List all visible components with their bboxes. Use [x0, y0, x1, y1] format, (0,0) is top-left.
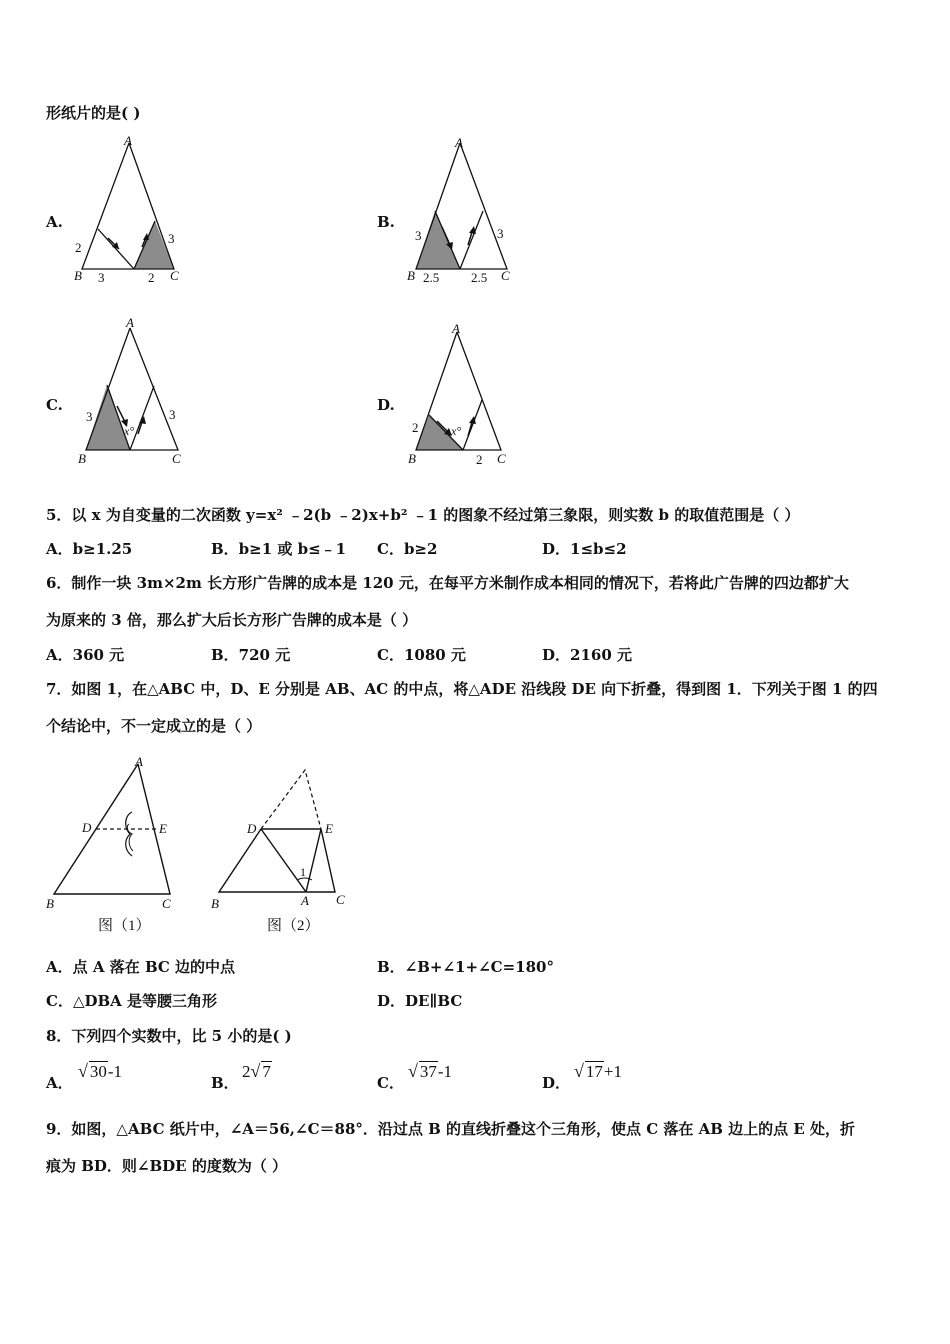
q4-option-c-letter[interactable]: C.	[46, 396, 63, 414]
vertex-b: B	[407, 268, 415, 283]
fold-line-right	[460, 211, 483, 269]
q6-stem-line2: 为原来的 3 倍，那么扩大后长方形广告牌的成本是（ ）	[46, 611, 418, 629]
q5-option-a[interactable]: A．b≥1.25	[46, 540, 133, 558]
q5-option-b[interactable]: B．b≥1 或 b≤﹣1	[211, 540, 347, 558]
q4-option-c-figure	[72, 316, 212, 466]
vertex-b: B	[74, 268, 82, 283]
vertex-d: D	[82, 820, 92, 835]
vertex-a: A	[452, 321, 460, 336]
q4-option-b-letter[interactable]: B.	[377, 213, 395, 231]
angle-label: x°	[124, 424, 135, 438]
q4-option-a-letter[interactable]: A.	[46, 213, 63, 231]
vertex-c: C	[162, 896, 171, 911]
angle-label: x°	[451, 424, 462, 438]
q7-option-d[interactable]: D．DE∥BC	[377, 992, 463, 1010]
q8-option-c-letter[interactable]: C．	[377, 1074, 404, 1092]
sqrt-icon: √	[574, 1061, 584, 1081]
side-label-1: 2	[75, 240, 82, 255]
side-label-3: 2	[148, 270, 155, 285]
radicand: 7	[262, 1062, 271, 1081]
vertex-e: E	[325, 821, 333, 836]
q7-figure-1	[40, 752, 200, 942]
vertex-b: B	[46, 896, 54, 911]
side-label-1: 3	[86, 409, 93, 424]
q6-option-a[interactable]: A．360 元	[46, 646, 125, 664]
q4-stem-tail: 形纸片的是( )	[46, 104, 141, 122]
side-label-2: 2.5	[423, 270, 440, 285]
vertex-c: C	[170, 268, 179, 283]
vertex-b: B	[78, 451, 86, 466]
q8-option-a-expr: √ 30-1	[78, 1061, 123, 1081]
q4-option-d-figure	[405, 318, 545, 468]
q4-option-a-figure	[72, 135, 212, 285]
vertex-c: C	[497, 451, 506, 466]
q6-option-b[interactable]: B．720 元	[211, 646, 291, 664]
vertex-b: B	[408, 451, 416, 466]
side-label-2: 3	[169, 407, 176, 422]
sqrt-icon: √	[408, 1061, 418, 1081]
fold-line-right	[463, 400, 482, 450]
vertex-a: A	[301, 893, 309, 908]
q5-option-c[interactable]: C．b≥2	[377, 540, 438, 558]
q6-option-c[interactable]: C．1080 元	[377, 646, 466, 664]
side-label-4: 3	[497, 226, 504, 241]
dashed-fold-top	[261, 770, 321, 829]
figure-caption: 图（2）	[267, 918, 320, 934]
angle-1-label: 1	[300, 865, 306, 879]
sqrt-icon: √	[78, 1061, 88, 1081]
q8-option-d-expr: √ 17+1	[574, 1061, 622, 1081]
q8-option-b-letter[interactable]: B．	[211, 1074, 239, 1092]
segment-ea	[306, 829, 321, 892]
q4-option-b-figure	[405, 135, 545, 285]
q9-stem-line1: 9．如图，△ABC 纸片中，∠A＝56,∠C＝88°．沿过点 B 的直线折叠这个三角形，使点 C 落在 AB 边上的点 E 处，折	[46, 1120, 856, 1138]
radicand: 30	[89, 1062, 107, 1081]
q8-stem: 8．下列四个实数中，比 5 小的是( )	[46, 1027, 292, 1045]
q4-option-d-letter[interactable]: D.	[377, 396, 395, 414]
vertex-a: A	[126, 315, 134, 330]
q7-figure-2	[205, 752, 355, 942]
side-label-1: 3	[415, 228, 422, 243]
fold-line-right	[130, 386, 154, 450]
vertex-b: B	[211, 896, 219, 911]
side-label-4: 3	[168, 231, 175, 246]
radicand: 37	[419, 1062, 437, 1081]
q8-option-a-letter[interactable]: A．	[46, 1074, 73, 1092]
q7-stem-line2: 个结论中，不一定成立的是（ ）	[46, 717, 262, 735]
q7-stem-line1: 7．如图 1，在△ABC 中，D、E 分别是 AB、AC 的中点，将△ADE 沿线段 DE 向下折叠，得到图 1．下列关于图 1 的四	[46, 680, 878, 698]
side-label-2: 3	[98, 270, 105, 285]
radicand: 17	[585, 1062, 603, 1081]
vertex-a: A	[455, 135, 463, 150]
q6-stem-line1: 6．制作一块 3m×2m 长方形广告牌的成本是 120 元，在每平方米制作成本相同的情况下，若将此广告牌的四边都扩大	[46, 574, 849, 592]
side-label-3: 2.5	[471, 270, 488, 285]
q9-stem-line2: 痕为 BD．则∠BDE 的度数为（ ）	[46, 1157, 288, 1175]
sqrt-icon: √	[250, 1061, 261, 1081]
vertex-c: C	[336, 892, 345, 907]
vertex-e: E	[159, 821, 167, 836]
side-label-2: 2	[476, 452, 483, 467]
vertex-a: A	[124, 133, 132, 148]
q7-option-b[interactable]: B．∠B+∠1+∠C=180°	[377, 958, 554, 976]
triangle-abc	[219, 829, 335, 892]
vertex-a: A	[135, 754, 143, 769]
shaded-triangle	[416, 211, 460, 269]
figure-caption: 图（1）	[98, 918, 151, 934]
q8-option-c-expr: √ 37-1	[408, 1061, 453, 1081]
vertex-d: D	[247, 821, 257, 836]
q7-option-a[interactable]: A．点 A 落在 BC 边的中点	[46, 958, 236, 976]
q7-option-c[interactable]: C．△DBA 是等腰三角形	[46, 992, 218, 1010]
q8-option-b-expr: 2√ 7	[242, 1061, 271, 1081]
side-label-1: 2	[412, 420, 419, 435]
fold-line-left	[98, 229, 134, 269]
vertex-c: C	[172, 451, 181, 466]
vertex-c: C	[501, 268, 510, 283]
q5-option-d[interactable]: D．1≤b≤2	[542, 540, 627, 558]
arrow-right-head	[469, 226, 476, 234]
q8-option-d-letter[interactable]: D．	[542, 1074, 571, 1092]
q5-stem: 5．以 x 为自变量的二次函数 y=x² ﹣2(b ﹣2)x+b² ﹣1 的图象不经过第三象限，则实数 b 的取值范围是（ ）	[46, 506, 800, 524]
segment-da	[261, 829, 306, 892]
q6-option-d[interactable]: D．2160 元	[542, 646, 632, 664]
